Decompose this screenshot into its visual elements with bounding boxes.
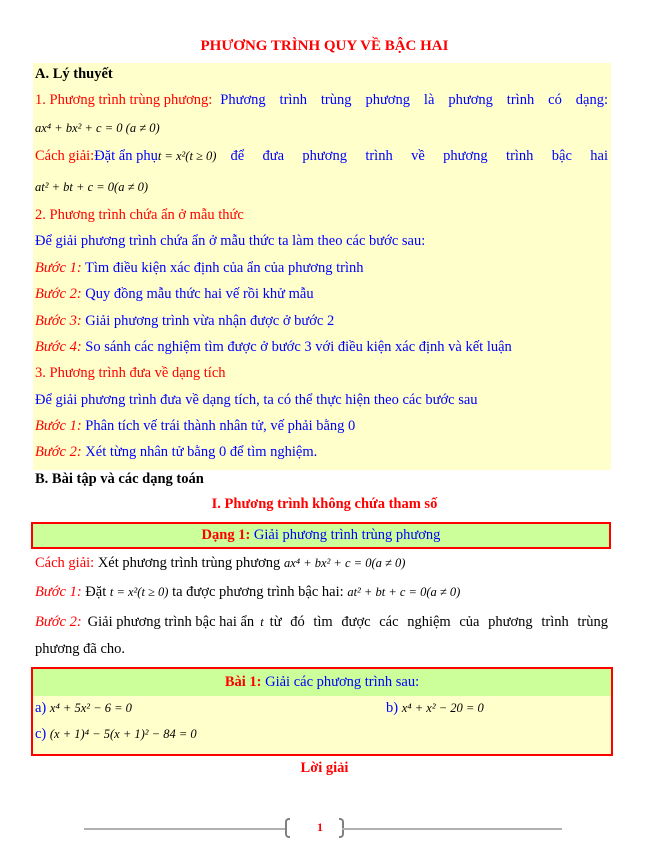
method-line <box>35 555 405 572</box>
step-label: Bước 2: <box>35 286 82 302</box>
method1-inline-formula: t = x²(t ≥ 0) <box>157 149 217 163</box>
exercise-formula: (x + 1)⁴ − 5(x + 1)² − 84 = 0 <box>49 727 197 741</box>
bai1-header <box>33 669 611 696</box>
item2-step-2 <box>35 286 314 303</box>
step-text: Xét từng nhân tử bằng 0 để tìm nghiệm. <box>85 444 318 460</box>
dang1-label: Dạng 1: <box>201 527 251 543</box>
item2-label: 2. Phương trình chứa ẩn ở mẫu thức <box>35 207 244 223</box>
step-text: Tìm điều kiện xác định của ẩn của phương trình <box>85 260 364 276</box>
page-bracket-left <box>285 818 290 838</box>
step2-text-line2: phương đã cho. <box>35 641 126 657</box>
step-text: Giải phương trình vừa nhận được ở bước 2 <box>85 313 335 329</box>
footer-rule-left <box>84 828 287 830</box>
solution-heading: Lời giải <box>300 760 349 776</box>
method1-label: Cách giải: <box>35 148 95 164</box>
item2-step-1 <box>35 260 364 277</box>
step1-formula: at² + bt + c = 0(a ≠ 0) <box>347 585 461 599</box>
section-b-heading: B. Bài tập và các dạng toán <box>35 471 204 487</box>
item1-line <box>35 92 608 109</box>
exercise-formula: x⁴ + 5x² − 6 = 0 <box>49 701 132 715</box>
step-label: Bước 4: <box>35 339 82 355</box>
subsection-heading: I. Phương trình không chứa tham số <box>211 496 438 512</box>
exercise-c <box>35 726 197 743</box>
step1-inline-formula: t = x²(t ≥ 0) <box>109 585 169 599</box>
exercise-formula: x⁴ + x² − 20 = 0 <box>401 701 484 715</box>
method1-text-after: để đưa phương trình về phương trình bậc hai <box>230 148 608 164</box>
item1-formula: ax⁴ + bx² + c = 0 (a ≠ 0) <box>35 121 160 135</box>
method-formula: ax⁴ + bx² + c = 0(a ≠ 0) <box>283 556 406 570</box>
item2-intro: Để giải phương trình chứa ẩn ở mẫu thức ta làm theo các bước sau: <box>35 233 426 249</box>
step2-var: t <box>260 615 264 629</box>
item3-step-2 <box>35 444 317 461</box>
item3-step-1 <box>35 418 355 435</box>
step-label: Bước 1: <box>35 260 82 276</box>
item3-intro: Để giải phương trình đưa về dạng tích, ta có thể thực hiện theo các bước sau <box>35 392 478 408</box>
step1-text-after: ta được phương trình bậc hai: <box>172 584 344 600</box>
step-label: Bước 1: <box>35 418 82 434</box>
step2-text-before: Giải phương trình bậc hai ẩn <box>87 614 255 630</box>
step-label: Bước 3: <box>35 313 82 329</box>
method-text: Xét phương trình trùng phương <box>97 555 281 571</box>
footer-rule-right <box>342 828 562 830</box>
step1-label: Bước 1: <box>35 584 82 600</box>
exercise-label: c) <box>35 726 47 742</box>
bai1-text: Giải các phương trình sau: <box>265 674 420 690</box>
step-label: Bước 2: <box>35 444 82 460</box>
item2-step-4 <box>35 339 512 356</box>
page-number: 1 <box>317 820 323 834</box>
step2-text-after: từ đó tìm được các nghiệm của phương trình trùng <box>269 614 608 630</box>
step2-line <box>35 614 608 631</box>
item1-label: 1. Phương trình trùng phương: <box>35 92 213 108</box>
step1-text-before: Đặt <box>85 584 107 600</box>
section-a-heading: A. Lý thuyết <box>35 66 113 82</box>
method-label: Cách giải: <box>35 555 95 571</box>
step-text: Phân tích vế trái thành nhân tử, vế phải bằng 0 <box>85 418 356 434</box>
exercise-label: b) <box>386 700 399 716</box>
step2-label: Bước 2: <box>35 614 82 630</box>
dang1-box <box>31 522 611 549</box>
item1-text: Phương trình trùng phương là phương trình có dạng: <box>220 92 608 108</box>
method1-text-before: Đặt ẩn phụ <box>94 148 158 164</box>
page-title: PHƯƠNG TRÌNH QUY VỀ BẬC HAI <box>200 38 449 54</box>
exercise-a <box>35 700 132 717</box>
exercise-b <box>386 700 484 717</box>
method1-line <box>35 148 608 165</box>
item3-label: 3. Phương trình đưa về dạng tích <box>35 365 226 381</box>
bai1-label: Bài 1: <box>224 674 262 690</box>
dang1-text: Giải phương trình trùng phương <box>253 527 441 543</box>
item2-step-3 <box>35 313 334 330</box>
step-text: Quy đồng mẫu thức hai vế rồi khử mẫu <box>85 286 314 302</box>
bai1-box <box>31 667 613 756</box>
exercise-label: a) <box>35 700 47 716</box>
step-text: So sánh các nghiệm tìm được ở bước 3 với điều kiện xác định và kết luận <box>85 339 512 355</box>
step1-line <box>35 584 460 601</box>
method1-formula: at² + bt + c = 0(a ≠ 0) <box>35 180 148 194</box>
